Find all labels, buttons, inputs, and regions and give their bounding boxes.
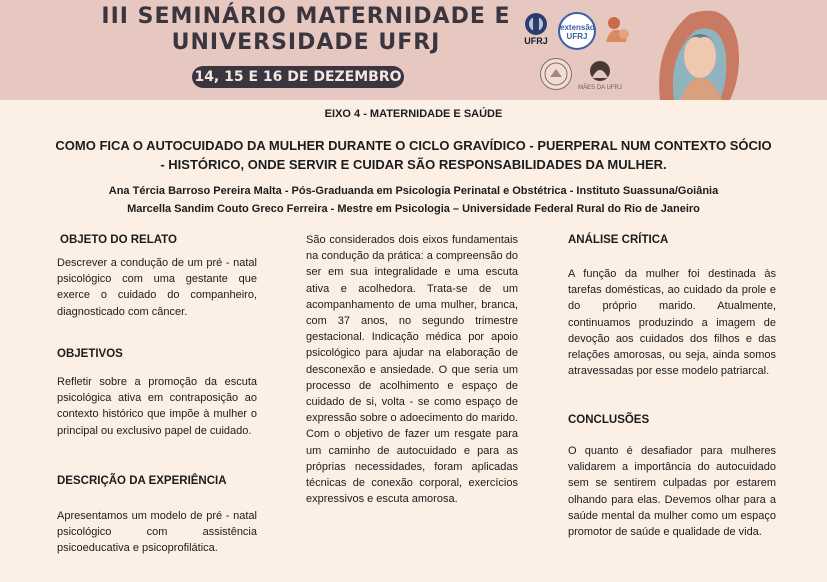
header-banner bbox=[0, 0, 827, 100]
experience-detail-text: São considerados dois eixos fundamentais na condução da prática: a compreensão do ser em sua integralidade e uma escuta ativa e acolhedora. Trata-se de um acompanhamento de uma mulher, branca, com 37 anos, no segundo trimestre gestacional. Indicação médica por apoio psicológico para ajudar na elaboração de desconexão e ansiedade. O que seria um processo de acolhimento e espaço de cuidado de si, volta - se como espaço de expressão sobre o adoecimento do marido. Com o objetivo de fazer um resgate para um caminho de autocuidado e para as próprias necessidades, foram aplicadas técnicas de conexão corporal, exercícios expressivos e escuta amorosa. bbox=[306, 234, 518, 506]
analise-text: A função da mulher foi destinada às tarefas domésticas, ao cuidado da prole e do próprio marido. Atualmente, continuamos produzindo a imagem de devoção aos cuidados dos filhos e das relações amorosas, ou seja, ainda somos atravessadas por esse modelo patriarcal. bbox=[568, 268, 776, 378]
event-dates: 14, 15 E 16 DE DEZEMBRO bbox=[192, 66, 404, 88]
maternidade-logo bbox=[600, 12, 636, 48]
extensao-logo-text: extensão bbox=[560, 23, 595, 32]
descricao-text: Apresentamos um modelo de pré - natal psicológico com assistência psicoeducativa e psicoprofilática. bbox=[57, 510, 257, 555]
ufrj-logo bbox=[516, 10, 556, 48]
authors bbox=[20, 182, 807, 218]
extensao-logo bbox=[558, 12, 596, 50]
event-title-line2: UNIVERSIDADE UFRJ bbox=[171, 30, 441, 55]
event-title-line1: III SEMINÁRIO MATERNIDADE E bbox=[101, 4, 511, 29]
seal-logo bbox=[540, 58, 572, 90]
descricao-heading: DESCRIÇÃO DA EXPERIÊNCIA bbox=[57, 475, 227, 487]
conclusoes-text: O quanto é desafiador para mulheres validarem a importância do autocuidado sem se sentirem culpadas por estarem olhando para elas. Devemos olhar para a saúde mental da mulher como um espaço promotor de saúde e qualidade de vida. bbox=[568, 445, 776, 539]
author-1: Ana Tércia Barroso Pereira Malta - Pós-Graduanda em Psicologia Perinatal e Obstétrica - Instituto Suassuna/Goiânia bbox=[108, 185, 719, 197]
objetivos-text: Refletir sobre a promoção da escuta psicológica ativa em contraposição ao contexto histórico que impõe à mulher o principal ou exclusivo papel de cuidado. bbox=[57, 376, 257, 437]
objetivos-heading: OBJETIVOS bbox=[57, 348, 123, 360]
woman-portrait-illustration bbox=[650, 4, 742, 100]
conclusoes-heading: CONCLUSÕES bbox=[568, 414, 650, 426]
paper-title bbox=[30, 136, 797, 174]
paper-title-line1: COMO FICA O AUTOCUIDADO DA MULHER DURANTE O CICLO GRAVÍDICO - PUERPERAL NUM CONTEXTO SÓCIO bbox=[55, 138, 772, 153]
eixo-label: EIXO 4 - MATERNIDADE E SAÚDE bbox=[324, 108, 503, 120]
extensao-logo-subtext: UFRJ bbox=[566, 32, 588, 41]
objeto-heading: OBJETO DO RELATO bbox=[60, 234, 177, 246]
maes-da-ufrj-label: MÃES DA UFRJ bbox=[578, 85, 622, 91]
analise-heading: ANÁLISE CRÍTICA bbox=[568, 234, 669, 246]
event-title bbox=[96, 4, 516, 56]
objeto-text: Descrever a condução de um pré - natal psicológico com uma gestante que exerce o cuidado do companheiro, diagnosticado com câncer. bbox=[57, 257, 257, 318]
svg-text:UFRJ: UFRJ bbox=[524, 36, 548, 46]
paper-title-line2: - HISTÓRICO, ONDE SERVIR E CUIDAR SÃO RESPONSABILIDADES DA MULHER. bbox=[160, 157, 667, 172]
author-2: Marcella Sandim Couto Greco Ferreira - Mestre em Psicologia – Universidade Federal Rural do Rio de Janeiro bbox=[127, 203, 700, 215]
